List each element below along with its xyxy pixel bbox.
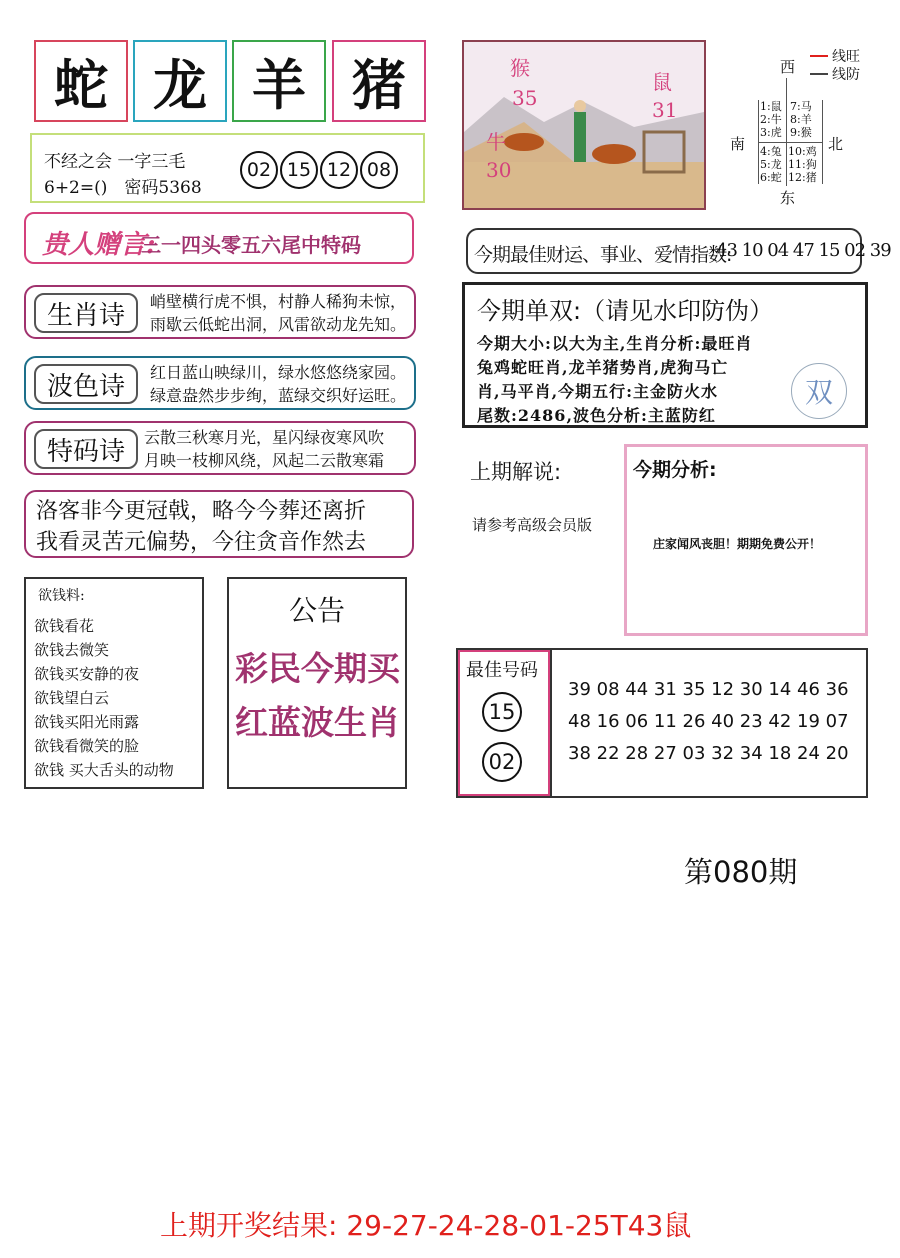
compass-item: 6:蛇	[760, 171, 782, 184]
analysis-title: 今期分析:	[633, 459, 717, 481]
zodiac-box-4: 猪	[332, 40, 426, 122]
legend-label-fang: 线防	[832, 67, 860, 83]
yuqian-box	[24, 577, 204, 789]
best-numbers-box	[456, 648, 868, 798]
illustration-panel	[462, 40, 706, 210]
tema-poem-tag: 特码诗	[34, 429, 138, 469]
rat-label: 鼠	[652, 70, 672, 94]
compass-east: 东	[780, 189, 796, 207]
yuqian-item: 欲钱看微笑的脸	[34, 737, 140, 755]
danshuang-line-4: 尾数:2486,波色分析:主蓝防红	[477, 406, 716, 425]
best-number-main: 15	[482, 692, 522, 732]
best-numbers-title: 最佳号码	[466, 660, 538, 681]
last-draw-result: 上期开奖结果: 29-27-24-28-01-25T43鼠	[160, 1209, 692, 1242]
notice-line-2: 红蓝波生肖	[235, 703, 400, 742]
monkey-number: 35	[512, 86, 538, 110]
number-row: 39 08 44 31 35 12 30 14 46 36	[568, 679, 849, 700]
best-number-main: 02	[482, 742, 522, 782]
legend-label-wang: 线旺	[832, 49, 860, 65]
compass-col-3	[760, 145, 782, 184]
tema-poem-box	[24, 421, 416, 475]
fortune-text: 今期最佳财运、事业、爱情指数:	[474, 244, 732, 266]
yuqian-item: 欲钱买阳光雨露	[34, 713, 140, 731]
last-explain-note: 请参考高级会员版	[472, 516, 593, 534]
zodiac-box-1: 蛇	[34, 40, 128, 122]
yuqian-item: 欲钱望白云	[34, 689, 110, 707]
yuqian-item: 欲钱看花	[34, 617, 95, 635]
riddle-circle: 08	[360, 151, 398, 189]
yuqian-item: 欲钱 买大舌头的动物	[34, 761, 174, 779]
number-row: 38 22 28 27 03 32 34 18 24 20	[568, 743, 849, 764]
compass-col-2	[790, 100, 812, 139]
yuqian-title: 欲钱料:	[38, 588, 85, 604]
tema-poem-line-2: 月映一枝柳风绕，风起二云散寒霜	[144, 451, 385, 470]
ox-label: 牛	[486, 130, 506, 154]
analysis-text: 庄家闻风丧胆！期期免费公开！	[653, 537, 822, 551]
compass-south: 南	[730, 135, 746, 153]
guiren-banner	[24, 212, 414, 264]
notice-box	[227, 577, 407, 789]
monkey-label: 猴	[510, 56, 530, 80]
best-numbers-grid	[568, 674, 849, 770]
verse-box	[24, 490, 414, 558]
tema-poem-line-1: 云散三秋寒月光，星闪绿夜寒风吹	[144, 428, 385, 447]
danshuang-line-3: 肖,马平肖,今期五行:主金防火水	[477, 382, 719, 401]
notice-line-1: 彩民今期买	[235, 649, 400, 688]
compass-item: 5:龙	[760, 158, 782, 171]
compass-hline	[758, 142, 822, 143]
issue-number: 第080期	[684, 855, 798, 889]
compass-vline	[786, 78, 787, 186]
fortune-banner	[466, 228, 891, 274]
riddle-circles	[240, 151, 400, 189]
verse-line-1: 洛客非今更冠戟，略今今葬还离折	[36, 499, 367, 524]
compass-item: 3:虎	[760, 126, 782, 139]
compass-north: 北	[828, 135, 844, 153]
compass-col-4	[788, 145, 817, 184]
riddle-circle: 12	[320, 151, 358, 189]
compass-item: 4:兔	[760, 145, 782, 158]
compass-item: 10:鸡	[788, 145, 817, 158]
riddle-line-1: 不经之会 一字三毛	[44, 152, 186, 172]
shuang-stamp-text: 双	[804, 376, 833, 409]
riddle-circle: 02	[240, 151, 278, 189]
shengxiao-poem-tag: 生肖诗	[34, 293, 138, 333]
number-row: 48 16 06 11 26 40 23 42 19 07	[568, 711, 849, 732]
compass-diagram	[728, 44, 878, 209]
analysis-box	[624, 444, 868, 636]
rat-number: 31	[652, 98, 678, 122]
best-numbers-left	[458, 650, 550, 796]
ox-number: 30	[486, 158, 512, 182]
riddle-box	[30, 133, 425, 203]
zodiac-box-3: 羊	[232, 40, 326, 122]
bose-poem-line-1: 红日蓝山映绿川，绿水悠悠绕家园。	[150, 363, 407, 382]
compass-col-1	[760, 100, 782, 139]
compass-item: 8:羊	[790, 113, 812, 126]
compass-west: 西	[780, 58, 796, 76]
bose-poem-line-2: 绿意盎然步步绚，蓝绿交织好运旺。	[150, 386, 407, 405]
bose-poem-tag: 波色诗	[34, 364, 138, 404]
compass-bracket-left	[758, 100, 759, 184]
compass-item: 11:狗	[788, 158, 817, 171]
bose-poem-box	[24, 356, 416, 410]
guiren-text: 三一四头零五六尾中特码	[141, 233, 361, 257]
riddle-line-2: 6+2=() 密码5368	[44, 178, 202, 198]
danshuang-line-1: 今期大小:以大为主,生肖分析:最旺肖	[477, 334, 753, 353]
verse-line-2: 我看灵苦元偏势，今往贪音作然去	[36, 530, 367, 555]
compass-bracket-right	[822, 100, 823, 184]
shuang-stamp	[791, 363, 847, 419]
best-numbers-divider	[550, 650, 552, 796]
notice-title: 公告	[288, 594, 345, 627]
danshuang-box	[462, 282, 868, 428]
guiren-label: 贵人赠言:	[42, 230, 156, 260]
legend-line-wang	[810, 55, 828, 57]
zodiac-box-2: 龙	[133, 40, 227, 122]
legend-line-fang	[810, 73, 828, 75]
compass-item: 2:牛	[760, 113, 782, 126]
shengxiao-poem-line-2: 雨歇云低蛇出洞，风雷欲动龙先知。	[150, 315, 407, 334]
yuqian-item: 欲钱去微笑	[34, 641, 110, 659]
shengxiao-poem-box	[24, 285, 416, 339]
fortune-numbers: 43 10 04 47 15 02 39	[716, 240, 891, 261]
riddle-circle: 15	[280, 151, 318, 189]
danshuang-title: 今期单双:（请见水印防伪）	[477, 297, 774, 325]
danshuang-line-2: 兔鸡蛇旺肖,龙羊猪势肖,虎狗马亡	[477, 358, 729, 377]
last-explain-title: 上期解说:	[470, 460, 562, 484]
compass-item: 12:猪	[788, 171, 817, 184]
yuqian-item: 欲钱买安静的夜	[34, 665, 140, 683]
compass-item: 7:马	[790, 100, 812, 113]
compass-item: 1:鼠	[760, 100, 782, 113]
compass-item: 9:猴	[790, 126, 812, 139]
shengxiao-poem-line-1: 峭壁横行虎不惧，村静人稀狗未惊，	[150, 292, 407, 311]
